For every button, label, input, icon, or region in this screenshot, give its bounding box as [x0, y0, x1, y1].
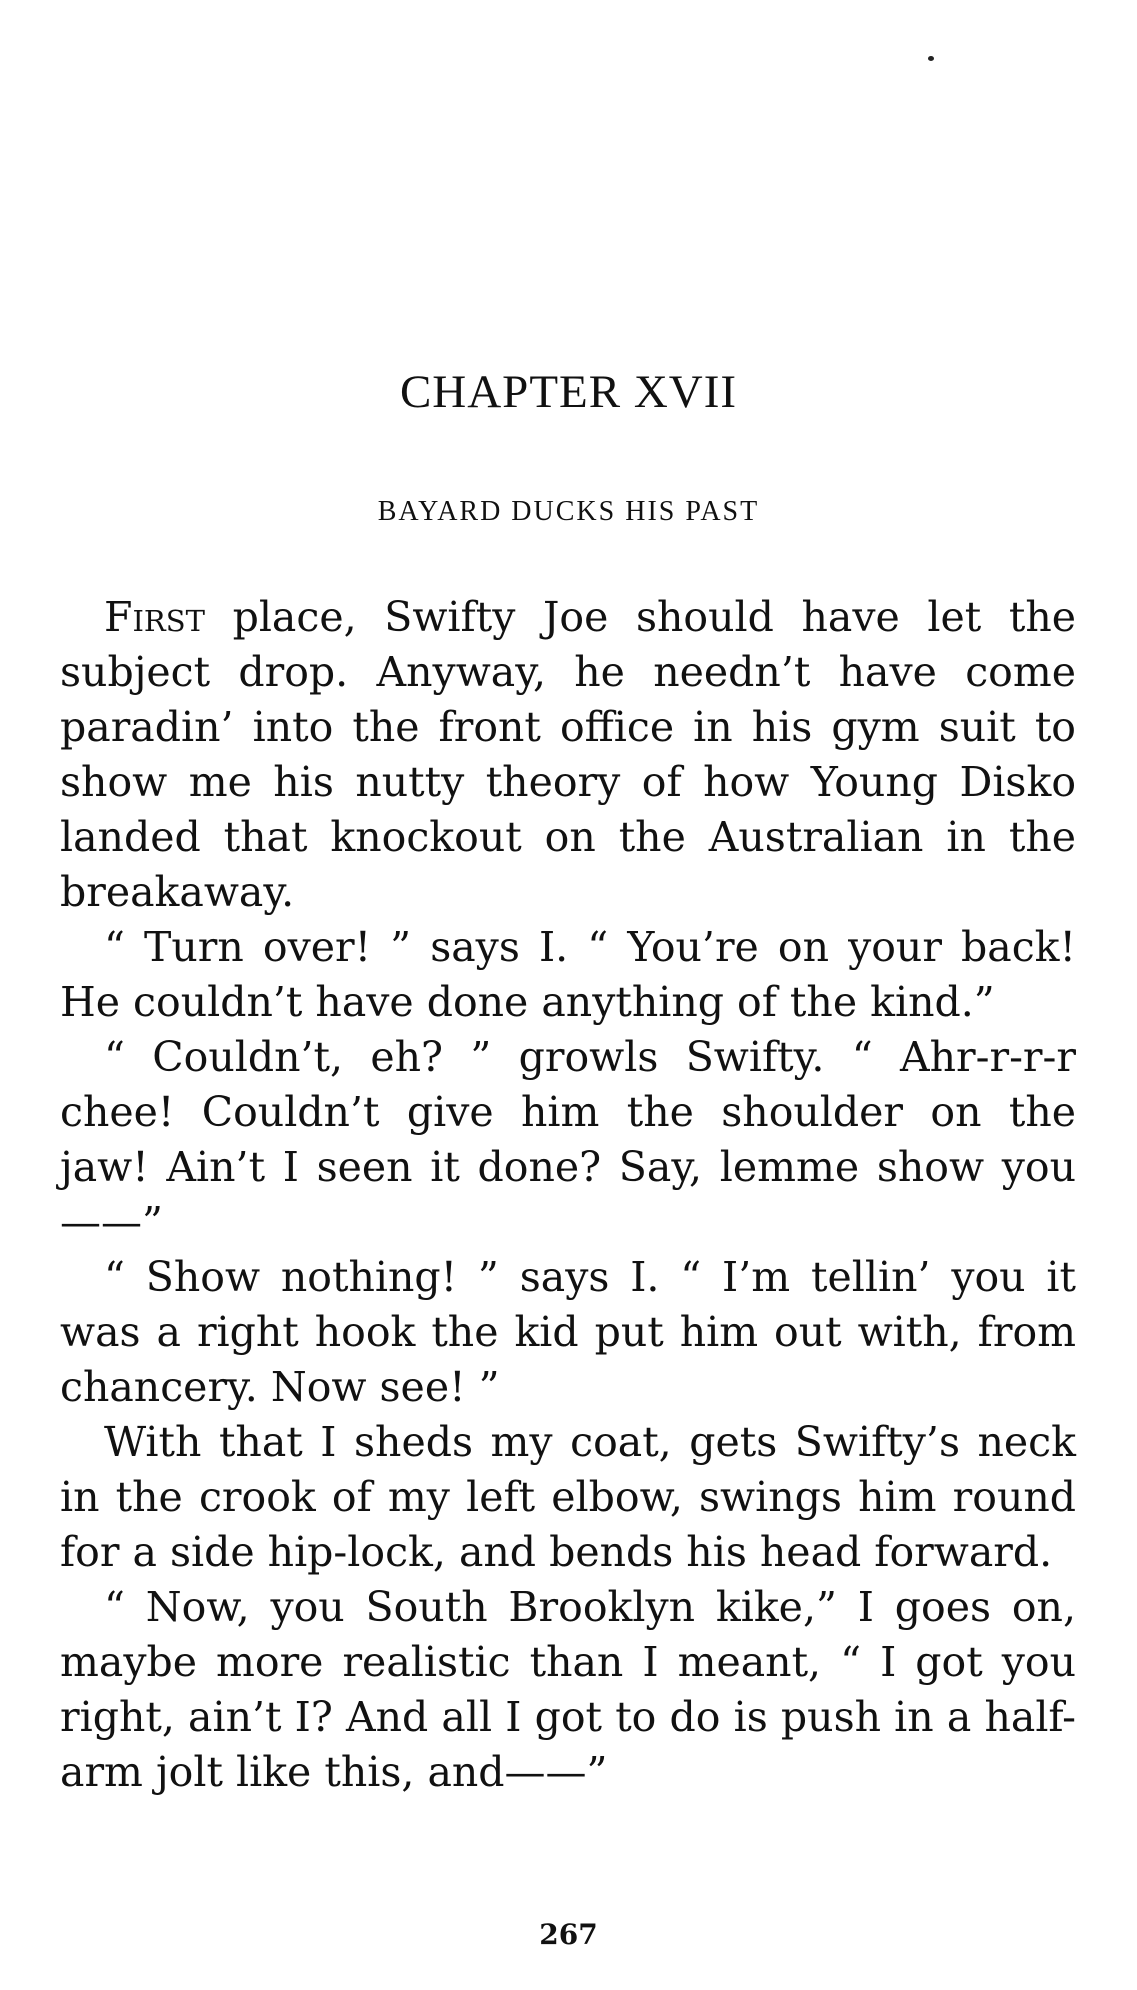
- paragraph-lead-word: First: [104, 593, 205, 641]
- paragraph: With that I sheds my coat, gets Swifty’s neck in the crook of my left elbow, swings him round for a side hip-lock, and bends his head forward.: [60, 1418, 1076, 1576]
- paragraph: “ Show nothing! ” says I. “ I’m tellin’ you it was a right hook the kid put him out with, from chancery. Now see! ”: [60, 1253, 1076, 1411]
- paragraph: “ Turn over! ” says I. “ You’re on your back! He couldn’t have done anything of the kind.”: [60, 923, 1076, 1026]
- chapter-heading: CHAPTER XVII: [399, 366, 738, 418]
- paragraph: “ Couldn’t, eh? ” growls Swifty. “ Ahr-r-r-r chee! Couldn’t give him the shoulder on the jaw! Ain’t I seen it done? Say, lemme show you——”: [60, 1033, 1076, 1246]
- ink-speck: [928, 56, 934, 61]
- chapter-body: [60, 590, 1076, 1800]
- paragraph: [60, 590, 1076, 920]
- page-number: 267: [539, 1918, 598, 1951]
- paragraph: “ Now, you South Brooklyn kike,” I goes on, maybe more realistic than I meant, “ I got you right, ain’t I? And all I got to do is push in a half-arm jolt like this, and——”: [60, 1583, 1076, 1796]
- chapter-subtitle: BAYARD DUCKS HIS PAST: [377, 496, 760, 527]
- paragraph-text: place, Swifty Joe should have let the subject drop. Anyway, he needn’t have come paradin’ into the front office in his gym suit to show me his nutty theory of how Young Disko landed that knockout on the Australian in the breakaway.: [60, 593, 1076, 916]
